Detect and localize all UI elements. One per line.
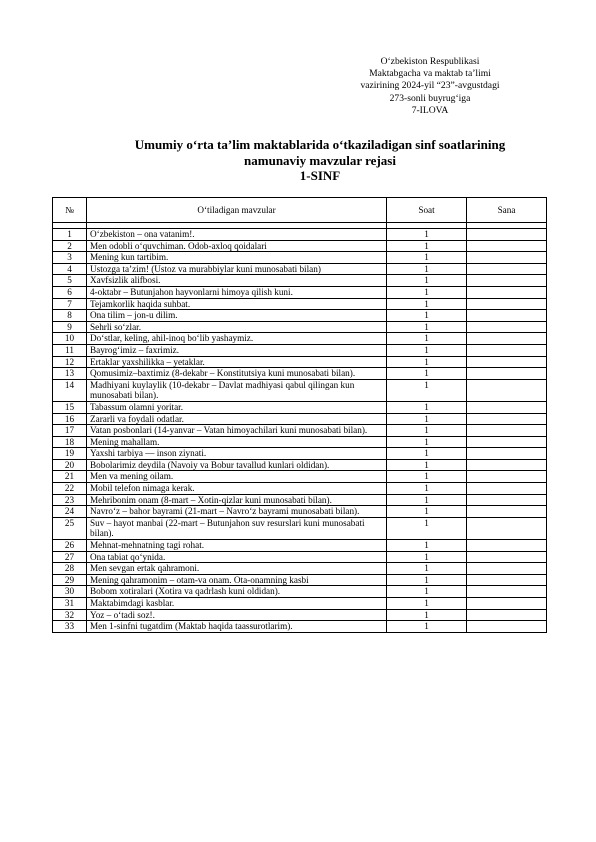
cell-topic: Mening qahramonim – otam-va onam. Ota-onamning kasbi xyxy=(87,574,387,586)
table-row xyxy=(53,517,547,539)
cell-number: 17 xyxy=(53,425,87,437)
cell-date xyxy=(467,598,547,610)
cell-date xyxy=(467,310,547,322)
cell-hours: 1 xyxy=(387,494,467,506)
cell-topic: Madhiyani kuylaylik (10-dekabr – Davlat madhiyasi qabul qilingan kun munosabati bilan). xyxy=(87,379,387,401)
cell-hours: 1 xyxy=(387,436,467,448)
cell-topic: Zararli va foydali odatlar. xyxy=(87,413,387,425)
table-row xyxy=(53,333,547,345)
title-grade: 1-SINF xyxy=(299,168,341,183)
cell-hours: 1 xyxy=(387,275,467,287)
table-row xyxy=(53,252,547,264)
table-row xyxy=(53,286,547,298)
cell-number: 3 xyxy=(53,252,87,264)
cell-topic: Suv – hayot manbai (22-mart – Butunjahon suv resurslari kuni munosabati bilan). xyxy=(87,517,387,539)
cell-date xyxy=(467,344,547,356)
cell-date xyxy=(467,517,547,539)
cell-number: 16 xyxy=(53,413,87,425)
title-line-2: namunaviy mavzular rejasi xyxy=(244,152,396,168)
cell-number: 2 xyxy=(53,240,87,252)
cell-hours: 1 xyxy=(387,621,467,633)
cell-number: 7 xyxy=(53,298,87,310)
cell-hours: 1 xyxy=(387,586,467,598)
table-row xyxy=(53,459,547,471)
cell-topic: Men sevgan ertak qahramoni. xyxy=(87,563,387,575)
table-row xyxy=(53,586,547,598)
cell-topic: Yaxshi tarbiya — inson ziynati. xyxy=(87,448,387,460)
table-row xyxy=(53,310,547,322)
cell-topic: Do‘stlar, keling, ahil-inoq bo‘lib yashaymiz. xyxy=(87,333,387,345)
cell-topic: Bayrog‘imiz – faxrimiz. xyxy=(87,344,387,356)
table-row xyxy=(53,609,547,621)
cell-date xyxy=(467,333,547,345)
cell-topic: Navro‘z – bahor bayrami (21-mart – Navro‘z bayrami munosabati bilan). xyxy=(87,506,387,518)
cell-topic: Ustozga ta’zim! (Ustoz va murabbiylar kuni munosabati bilan) xyxy=(87,263,387,275)
cell-date xyxy=(467,471,547,483)
cell-number: 25 xyxy=(53,517,87,539)
table-row xyxy=(53,344,547,356)
cell-number: 30 xyxy=(53,586,87,598)
table-header-row xyxy=(53,198,547,223)
cell-number: 6 xyxy=(53,286,87,298)
table-row xyxy=(53,413,547,425)
cell-topic: Mobil telefon nimaga kerak. xyxy=(87,483,387,495)
table-row xyxy=(53,229,547,241)
cell-date xyxy=(467,356,547,368)
document-title xyxy=(60,137,580,184)
cell-date xyxy=(467,229,547,241)
cell-date xyxy=(467,506,547,518)
table-row xyxy=(53,321,547,333)
cell-hours: 1 xyxy=(387,401,467,413)
header-hours: Soat xyxy=(387,198,467,223)
cell-hours: 1 xyxy=(387,551,467,563)
cell-topic: Tejamkorlik haqida suhbat. xyxy=(87,298,387,310)
cell-topic: Men va mening oilam. xyxy=(87,471,387,483)
cell-number: 31 xyxy=(53,598,87,610)
cell-date xyxy=(467,436,547,448)
cell-hours: 1 xyxy=(387,506,467,518)
cell-date xyxy=(467,379,547,401)
table-row xyxy=(53,240,547,252)
cell-topic: 4-oktabr – Butunjahon hayvonlarni himoya qilish kuni. xyxy=(87,286,387,298)
cell-date xyxy=(467,551,547,563)
approval-line: Maktabgacha va maktab ta’limi xyxy=(369,68,491,80)
cell-date xyxy=(467,240,547,252)
table-row xyxy=(53,563,547,575)
cell-date xyxy=(467,563,547,575)
cell-number: 14 xyxy=(53,379,87,401)
cell-number: 33 xyxy=(53,621,87,633)
cell-number: 26 xyxy=(53,540,87,552)
approval-stamp-text xyxy=(330,56,530,117)
cell-number: 18 xyxy=(53,436,87,448)
cell-topic: Yoz – o‘tadi soz!. xyxy=(87,609,387,621)
table-row xyxy=(53,483,547,495)
cell-number: 10 xyxy=(53,333,87,345)
cell-hours: 1 xyxy=(387,425,467,437)
cell-date xyxy=(467,448,547,460)
table-row xyxy=(53,425,547,437)
cell-topic: Sehrli so‘zlar. xyxy=(87,321,387,333)
cell-hours: 1 xyxy=(387,483,467,495)
cell-hours: 1 xyxy=(387,252,467,264)
table-row xyxy=(53,379,547,401)
cell-hours: 1 xyxy=(387,344,467,356)
cell-hours: 1 xyxy=(387,263,467,275)
cell-hours: 1 xyxy=(387,368,467,380)
cell-date xyxy=(467,425,547,437)
cell-number: 9 xyxy=(53,321,87,333)
cell-topic: Mening kun tartibim. xyxy=(87,252,387,264)
cell-number: 20 xyxy=(53,459,87,471)
cell-number: 29 xyxy=(53,574,87,586)
cell-hours: 1 xyxy=(387,459,467,471)
cell-date xyxy=(467,286,547,298)
cell-hours: 1 xyxy=(387,321,467,333)
cell-topic: Ona tilim – jon-u dilim. xyxy=(87,310,387,322)
table-row xyxy=(53,494,547,506)
cell-date xyxy=(467,401,547,413)
cell-topic: Bobom xotiralari (Xotira va qadrlash kuni oldidan). xyxy=(87,586,387,598)
approval-line: 273-sonli buyrug‘iga xyxy=(389,92,471,104)
table-row xyxy=(53,263,547,275)
header-number: № xyxy=(53,198,87,223)
cell-number: 24 xyxy=(53,506,87,518)
cell-hours: 1 xyxy=(387,563,467,575)
cell-date xyxy=(467,459,547,471)
header-date: Sana xyxy=(467,198,547,223)
cell-hours: 1 xyxy=(387,333,467,345)
cell-date xyxy=(467,574,547,586)
cell-hours: 1 xyxy=(387,574,467,586)
cell-hours: 1 xyxy=(387,310,467,322)
cell-number: 19 xyxy=(53,448,87,460)
cell-hours: 1 xyxy=(387,517,467,539)
cell-topic: O‘zbekiston – ona vatanim!. xyxy=(87,229,387,241)
cell-number: 22 xyxy=(53,483,87,495)
cell-number: 21 xyxy=(53,471,87,483)
topics-table xyxy=(52,197,547,633)
cell-number: 15 xyxy=(53,401,87,413)
cell-topic: Mehnat-mehnatning tagi rohat. xyxy=(87,540,387,552)
table-row xyxy=(53,298,547,310)
table-row xyxy=(53,598,547,610)
header-topic: O‘tiladigan mavzular xyxy=(87,198,387,223)
cell-topic: Tabassum olamni yoritar. xyxy=(87,401,387,413)
cell-topic: Xavfsizlik alifbosi. xyxy=(87,275,387,287)
cell-topic: Maktabimdagi kasblar. xyxy=(87,598,387,610)
cell-date xyxy=(467,494,547,506)
cell-topic: Men odobli o‘quvchiman. Odob-axloq qoidalari xyxy=(87,240,387,252)
table-row xyxy=(53,471,547,483)
cell-hours: 1 xyxy=(387,286,467,298)
cell-number: 32 xyxy=(53,609,87,621)
cell-date xyxy=(467,621,547,633)
cell-date xyxy=(467,321,547,333)
cell-hours: 1 xyxy=(387,609,467,621)
table-row xyxy=(53,436,547,448)
table-row xyxy=(53,551,547,563)
cell-hours: 1 xyxy=(387,598,467,610)
table-row xyxy=(53,540,547,552)
cell-topic: Qomusimiz–baxtimiz (8-dekabr – Konstitutsiya kuni munosabati bilan). xyxy=(87,368,387,380)
table-row xyxy=(53,448,547,460)
table-row xyxy=(53,506,547,518)
approval-line: 7-ILOVA xyxy=(411,104,449,116)
cell-topic: Vatan posbonlari (14-yanvar – Vatan himoyachilari kuni munosabati bilan). xyxy=(87,425,387,437)
table-row xyxy=(53,356,547,368)
cell-date xyxy=(467,586,547,598)
cell-date xyxy=(467,368,547,380)
approval-line: O‘zbekiston Respublikasi xyxy=(380,56,480,67)
cell-date xyxy=(467,540,547,552)
cell-number: 27 xyxy=(53,551,87,563)
cell-hours: 1 xyxy=(387,540,467,552)
cell-date xyxy=(467,275,547,287)
cell-topic: Mehribonim onam (8-mart – Xotin-qizlar kuni munosabati bilan). xyxy=(87,494,387,506)
cell-date xyxy=(467,483,547,495)
table-row xyxy=(53,368,547,380)
table-row xyxy=(53,275,547,287)
cell-number: 11 xyxy=(53,344,87,356)
cell-hours: 1 xyxy=(387,413,467,425)
title-line-1: Umumiy o‘rta ta’lim maktablarida o‘tkaziladigan sinf soatlarining xyxy=(134,137,506,152)
cell-number: 8 xyxy=(53,310,87,322)
table-row xyxy=(53,401,547,413)
approval-line: vazirining 2024-yil “23”-avgustdagi xyxy=(360,80,500,92)
cell-number: 23 xyxy=(53,494,87,506)
cell-topic: Men 1-sinfni tugatdim (Maktab haqida taassurotlarim). xyxy=(87,621,387,633)
cell-date xyxy=(467,252,547,264)
cell-date xyxy=(467,263,547,275)
cell-number: 13 xyxy=(53,368,87,380)
cell-topic: Mening mahallam. xyxy=(87,436,387,448)
cell-number: 28 xyxy=(53,563,87,575)
cell-number: 5 xyxy=(53,275,87,287)
cell-hours: 1 xyxy=(387,379,467,401)
cell-hours: 1 xyxy=(387,471,467,483)
cell-number: 4 xyxy=(53,263,87,275)
cell-hours: 1 xyxy=(387,240,467,252)
cell-date xyxy=(467,413,547,425)
cell-date xyxy=(467,298,547,310)
table-row xyxy=(53,621,547,633)
cell-date xyxy=(467,609,547,621)
cell-topic: Ona tabiat qo‘ynida. xyxy=(87,551,387,563)
cell-hours: 1 xyxy=(387,229,467,241)
cell-topic: Bobolarimiz deydila (Navoiy va Bobur tavallud kunlari oldidan). xyxy=(87,459,387,471)
cell-hours: 1 xyxy=(387,448,467,460)
cell-topic: Ertaklar yaxshilikka – yetaklar. xyxy=(87,356,387,368)
table-row xyxy=(53,574,547,586)
cell-number: 1 xyxy=(53,229,87,241)
cell-number: 12 xyxy=(53,356,87,368)
cell-hours: 1 xyxy=(387,298,467,310)
cell-hours: 1 xyxy=(387,356,467,368)
